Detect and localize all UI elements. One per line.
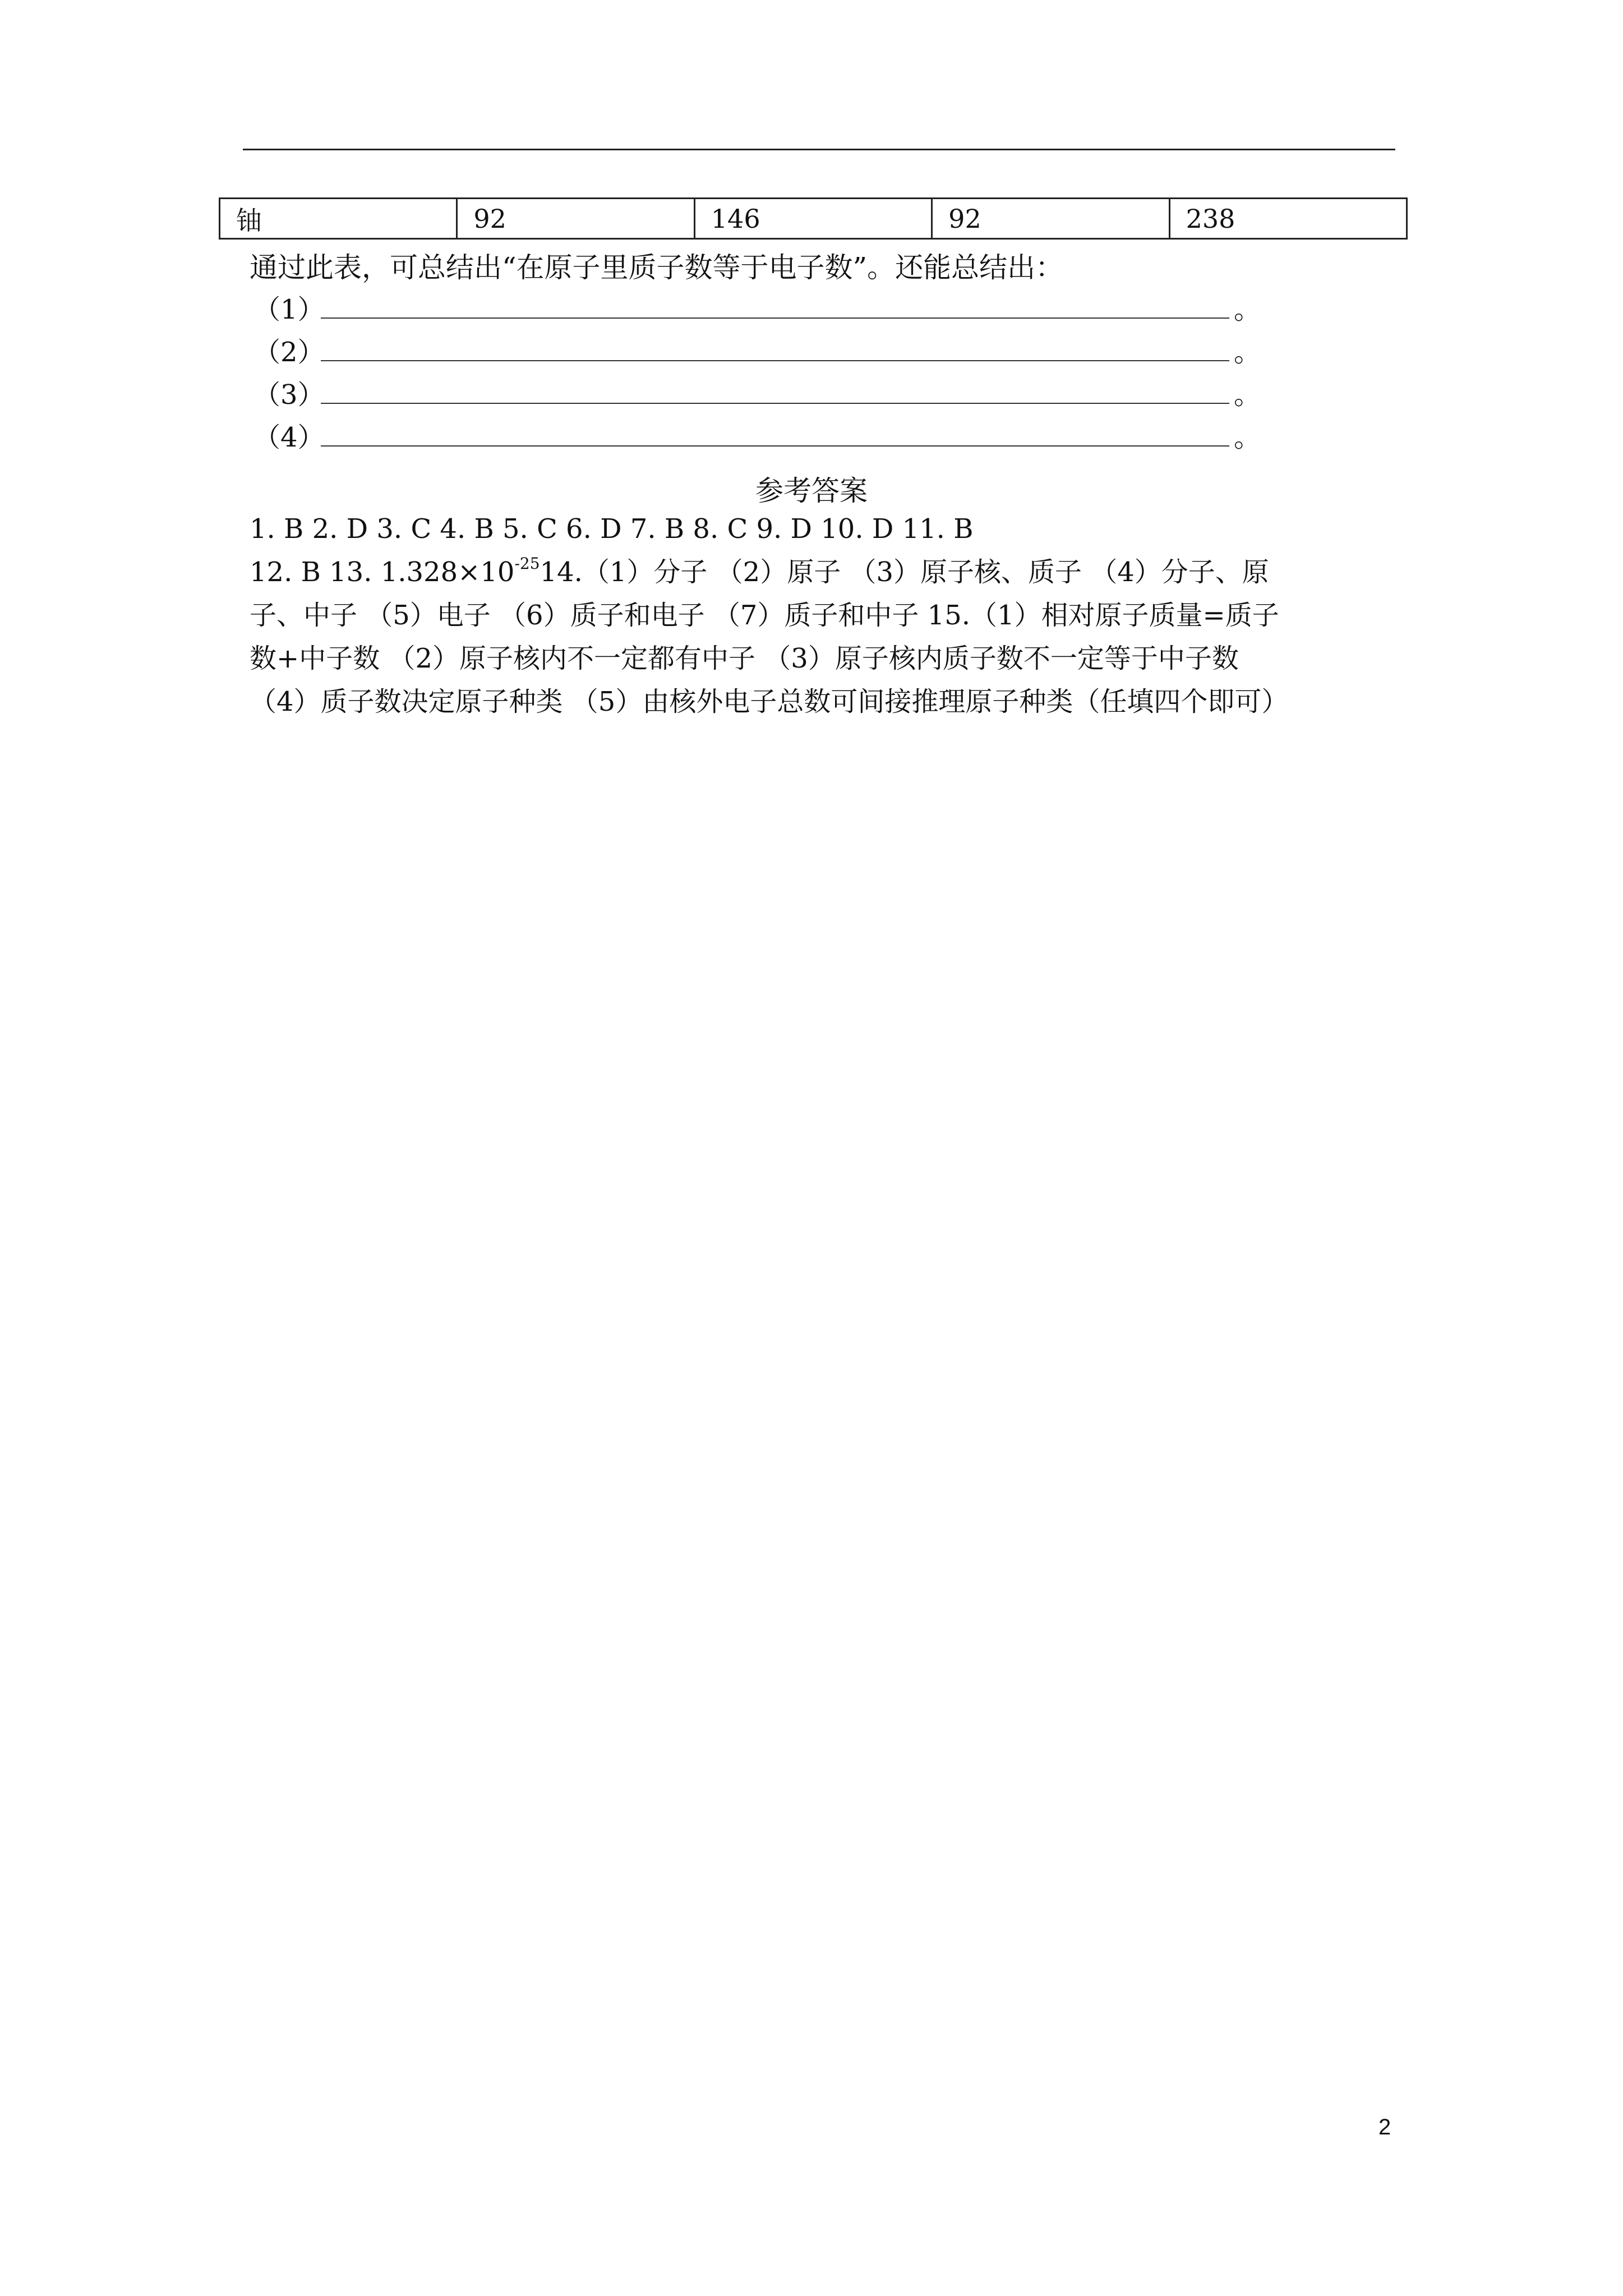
blank-end: 。 bbox=[1234, 337, 1261, 368]
blank-number: （1） bbox=[253, 294, 325, 325]
answer-line-3: 子、中子 （5）电子 （6）质子和电子 （7）质子和中子 15.（1）相对原子质量=质子 bbox=[250, 600, 1279, 631]
blank-row-4 bbox=[253, 424, 1261, 451]
blank-row-2 bbox=[253, 339, 1261, 366]
table-cell-electrons: 92 bbox=[932, 199, 1169, 239]
table-cell-mass: 238 bbox=[1169, 199, 1407, 239]
blank-row-1 bbox=[253, 296, 1261, 323]
blank-end: 。 bbox=[1234, 422, 1261, 453]
answer-line-4: 数+中子数 （2）原子核内不一定都有中子 （3）原子核内质子数不一定等于中子数 bbox=[250, 643, 1239, 674]
answer-blank-line[interactable] bbox=[321, 403, 1229, 404]
exponent: -25 bbox=[514, 554, 540, 573]
answer-line-1: 1. B 2. D 3. C 4. B 5. C 6. D 7. B 8. C 9. D 10. D 11. B bbox=[250, 513, 974, 545]
table-cell-protons: 92 bbox=[457, 199, 694, 239]
answer-key-title: 参考答案 bbox=[755, 475, 868, 507]
table-cell-element: 铀 bbox=[220, 199, 457, 239]
answer-line-5: （4）质子数决定原子种类 （5）由核外电子总数可间接推理原子种类（任填四个即可） bbox=[250, 686, 1289, 717]
table-cell-neutrons: 146 bbox=[694, 199, 932, 239]
answer-blank-line[interactable] bbox=[321, 318, 1229, 319]
blank-end: 。 bbox=[1234, 379, 1261, 411]
atom-data-table bbox=[219, 197, 1408, 240]
table-row bbox=[220, 199, 1407, 239]
question-intro: 通过此表，可总结出“在原子里质子数等于电子数”。还能总结出： bbox=[250, 251, 1064, 284]
answer-line-2-end: 14.（1）分子 （2）原子 （3）原子核、质子 （4）分子、原 bbox=[540, 556, 1269, 588]
blank-number: （2） bbox=[253, 337, 325, 368]
blank-row-3 bbox=[253, 379, 1261, 411]
answer-line-2-start: 12. B 13. 1.328×10 bbox=[250, 556, 515, 588]
blank-end: 。 bbox=[1234, 294, 1261, 325]
answer-line-2 bbox=[250, 551, 1405, 594]
header-rule bbox=[243, 149, 1395, 150]
answer-blank-line[interactable] bbox=[321, 360, 1229, 361]
blank-number: （4） bbox=[253, 422, 325, 453]
blank-number: （3） bbox=[253, 379, 325, 411]
page-number: 2 bbox=[1378, 2115, 1391, 2139]
answer-blank-line[interactable] bbox=[321, 445, 1229, 447]
answer-key bbox=[250, 508, 1405, 724]
